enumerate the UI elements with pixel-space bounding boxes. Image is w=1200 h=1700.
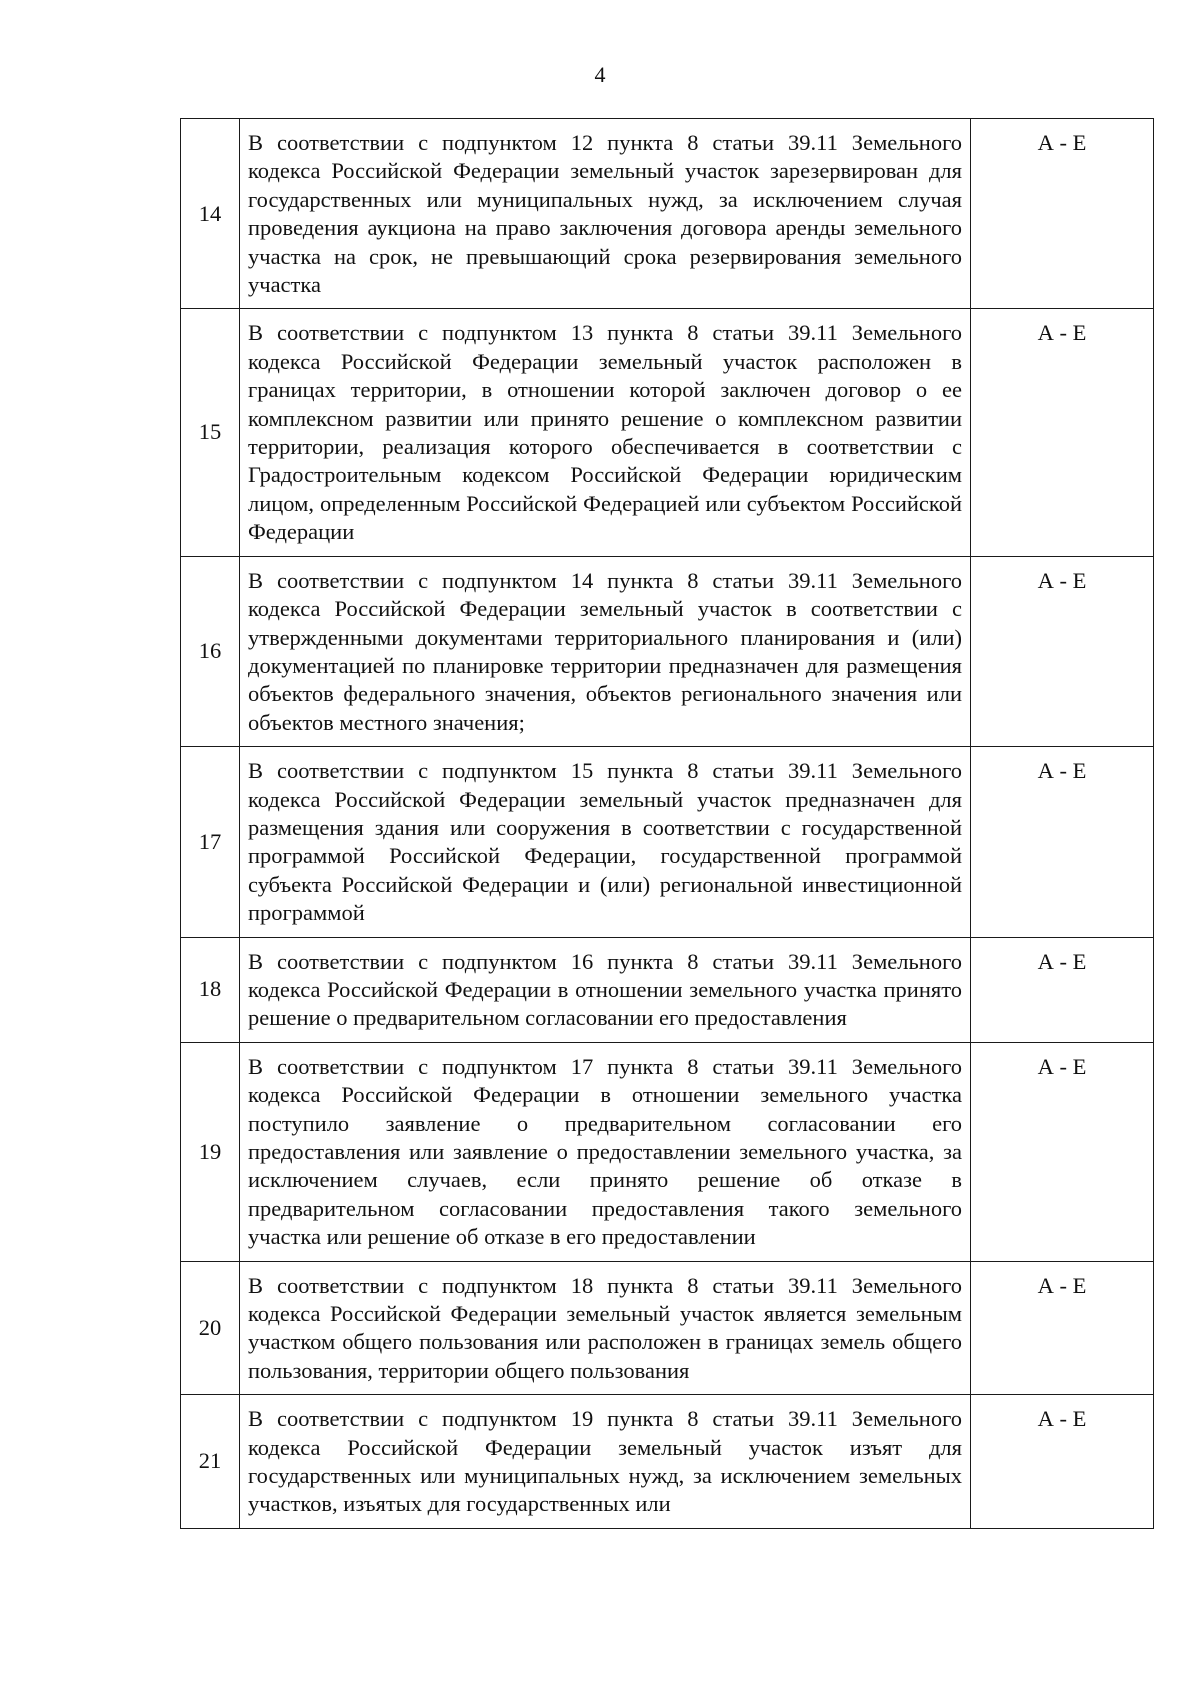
row-number: 19 bbox=[181, 1042, 240, 1261]
row-number: 15 bbox=[181, 309, 240, 556]
row-text: В соответствии с подпунктом 12 пункта 8 статьи 39.11 Земельного кодекса Российской Федерации земельный участок зарезервирован для государственных или муниципальных нужд, за исключением случая проведения аукциона на право заключения договора аренды земельного участка на срок, не превышающий срока резервирования земельного участка bbox=[240, 119, 971, 309]
page-number: 4 bbox=[594, 62, 606, 87]
row-number: 17 bbox=[181, 747, 240, 937]
table-row bbox=[181, 747, 1154, 937]
table-row bbox=[181, 937, 1154, 1042]
row-code: А - Е bbox=[971, 556, 1154, 746]
row-number: 18 bbox=[181, 937, 240, 1042]
table-row bbox=[181, 556, 1154, 746]
row-code: А - Е bbox=[971, 309, 1154, 556]
row-text: В соответствии с подпунктом 16 пункта 8 статьи 39.11 Земельного кодекса Российской Федерации в отношении земельного участка принято решение о предварительном согласовании его предоставления bbox=[240, 937, 971, 1042]
row-text: В соответствии с подпунктом 14 пункта 8 статьи 39.11 Земельного кодекса Российской Федерации земельный участок в соответствии с утвержденными документами территориального планирования и (или) документацией по планировке территории предназначен для размещения объектов федерального значения, объектов регионального значения или объектов местного значения; bbox=[240, 556, 971, 746]
table-row bbox=[181, 1261, 1154, 1395]
row-text: В соответствии с подпунктом 19 пункта 8 статьи 39.11 Земельного кодекса Российской Федерации земельный участок изъят для государственных или муниципальных нужд, за исключением земельных участков, изъятых для государственных или bbox=[240, 1395, 971, 1529]
row-number: 20 bbox=[181, 1261, 240, 1395]
row-text: В соответствии с подпунктом 15 пункта 8 статьи 39.11 Земельного кодекса Российской Федерации земельный участок предназначен для размещения здания или сооружения в соответствии с государственной программой Российской Федерации, государственной программой субъекта Российской Федерации и (или) региональной инвестиционной программой bbox=[240, 747, 971, 937]
row-number: 16 bbox=[181, 556, 240, 746]
row-code: А - Е bbox=[971, 1042, 1154, 1261]
table-row bbox=[181, 1042, 1154, 1261]
row-code: А - Е bbox=[971, 1395, 1154, 1529]
requirements-table bbox=[180, 118, 1154, 1529]
row-code: А - Е bbox=[971, 937, 1154, 1042]
row-code: А - Е bbox=[971, 1261, 1154, 1395]
row-text: В соответствии с подпунктом 18 пункта 8 статьи 39.11 Земельного кодекса Российской Федерации земельный участок является земельным участком общего пользования или расположен в границах земель общего пользования, территории общего пользования bbox=[240, 1261, 971, 1395]
table-row bbox=[181, 1395, 1154, 1529]
row-text: В соответствии с подпунктом 13 пункта 8 статьи 39.11 Земельного кодекса Российской Федерации земельный участок расположен в границах территории, в отношении которой заключен договор о ее комплексном развитии или принято решение о комплексном развитии территории, реализация которого обеспечивается в соответствии с Градостроительным кодексом Российской Федерации юридическим лицом, определенным Российской Федерацией или субъектом Российской Федерации bbox=[240, 309, 971, 556]
row-code: А - Е bbox=[971, 119, 1154, 309]
table-row bbox=[181, 309, 1154, 556]
row-text: В соответствии с подпунктом 17 пункта 8 статьи 39.11 Земельного кодекса Российской Федерации в отношении земельного участка поступило заявление о предварительном согласовании его предоставления или заявление о предоставлении земельного участка, за исключением случаев, если принято решение об отказе в предварительном согласовании предоставления такого земельного участка или решение об отказе в его предоставлении bbox=[240, 1042, 971, 1261]
table-row bbox=[181, 119, 1154, 309]
row-number: 21 bbox=[181, 1395, 240, 1529]
row-number: 14 bbox=[181, 119, 240, 309]
row-code: А - Е bbox=[971, 747, 1154, 937]
